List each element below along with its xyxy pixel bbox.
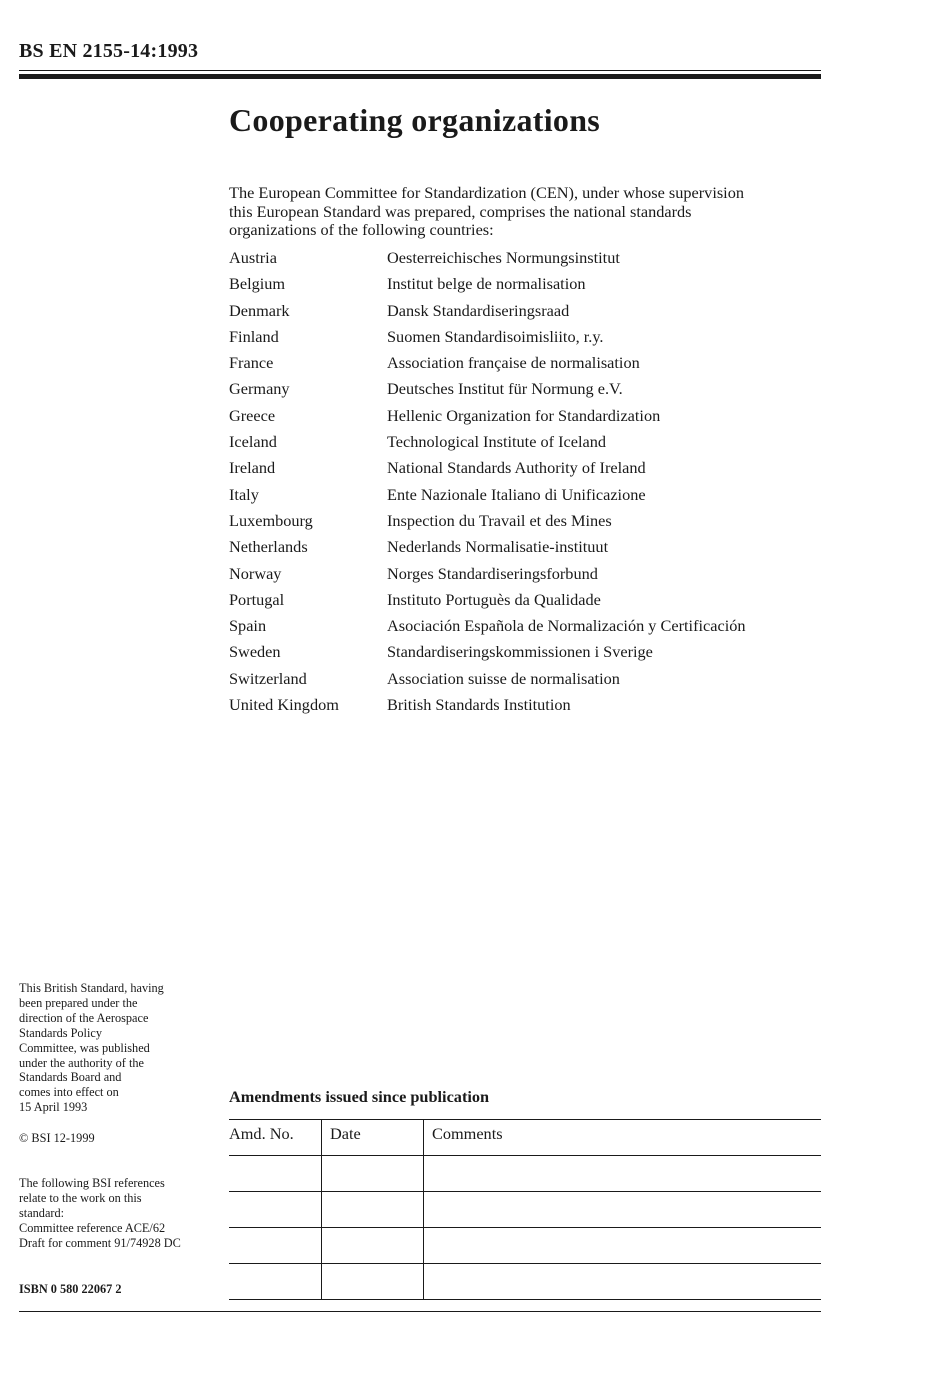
country-name: Switzerland — [229, 668, 307, 688]
organization-name: Standardiseringskommissionen i Sverige — [387, 642, 653, 662]
country-row — [229, 353, 829, 379]
country-name: Finland — [229, 326, 279, 346]
country-name: Belgium — [229, 274, 286, 294]
organization-name: Technological Institute of Iceland — [387, 432, 607, 452]
bsi-references — [19, 1176, 219, 1251]
country-row — [229, 695, 829, 721]
country-name: Netherlands — [229, 537, 308, 557]
publication-note-line: comes into effect on — [19, 1085, 119, 1100]
country-name: Luxembourg — [229, 510, 313, 530]
intro-paragraph — [229, 184, 829, 240]
country-row — [229, 669, 829, 695]
country-row — [229, 432, 829, 458]
column-header-amd-no: Amd. No. — [229, 1120, 322, 1156]
comments-cell — [424, 1156, 822, 1192]
country-row — [229, 564, 829, 590]
publication-note-line: This British Standard, having — [19, 981, 164, 995]
country-row — [229, 406, 829, 432]
organization-name: Inspection du Travail et des Mines — [387, 510, 612, 530]
table-row — [229, 1228, 821, 1264]
table-row — [229, 1264, 821, 1300]
country-name: France — [229, 353, 274, 373]
organization-name: Suomen Standardisoimisliito, r.y. — [387, 326, 604, 346]
publication-note-line: been prepared under the — [19, 995, 138, 1010]
publication-note-line: 15 April 1993 — [19, 1100, 88, 1115]
reference-line: standard: — [19, 1205, 65, 1220]
organization-name: Deutsches Institut für Normung e.V. — [387, 379, 623, 399]
amd-no-cell — [229, 1156, 322, 1192]
country-row — [229, 274, 829, 300]
country-name: United Kingdom — [229, 695, 339, 715]
country-name: Sweden — [229, 642, 281, 662]
amd-no-cell — [229, 1228, 322, 1264]
organization-name: Norges Standardiseringsforbund — [387, 563, 598, 583]
organization-name: Oesterreichisches Normungsinstitut — [387, 248, 620, 267]
country-name: Iceland — [229, 432, 277, 452]
date-cell — [322, 1228, 424, 1264]
organization-name: Hellenic Organization for Standardization — [387, 405, 661, 425]
reference-line: The following BSI references — [19, 1176, 165, 1190]
amendments-title: Amendments issued since publication — [229, 1087, 490, 1106]
date-cell — [322, 1156, 424, 1192]
intro-line: organizations of the following countries: — [229, 220, 494, 239]
isbn: ISBN 0 580 22067 2 — [19, 1282, 122, 1296]
publication-note-line: Standards Board and — [19, 1070, 122, 1085]
amendments-body — [229, 1156, 821, 1300]
publication-note-line: Standards Policy — [19, 1025, 102, 1040]
organization-name: British Standards Institution — [387, 695, 571, 715]
comments-cell — [424, 1192, 822, 1228]
intro-line: this European Standard was prepared, comprises the national standards — [229, 201, 692, 221]
country-row — [229, 458, 829, 484]
table-row — [229, 1156, 821, 1192]
organization-name: Instituto Portuguès da Qualidade — [387, 589, 601, 609]
country-name: Italy — [229, 484, 259, 504]
organization-name: Association française de normalisation — [387, 353, 640, 373]
organization-name: Asociación Española de Normalización y Certificación — [387, 616, 746, 636]
header-rule-thick — [19, 74, 821, 79]
organization-name: Institut belge de normalisation — [387, 274, 586, 294]
organization-name: National Standards Authority of Ireland — [387, 458, 646, 478]
amd-no-cell — [229, 1264, 322, 1300]
country-row — [229, 642, 829, 668]
country-row — [229, 590, 829, 616]
country-name: Greece — [229, 405, 276, 425]
document-id: BS EN 2155-14:1993 — [19, 40, 199, 62]
publication-note-line: Committee, was published — [19, 1040, 150, 1055]
amendments-table — [229, 1119, 821, 1300]
country-row — [229, 511, 829, 537]
comments-cell — [424, 1228, 822, 1264]
country-name: Spain — [229, 616, 267, 636]
reference-line: Committee reference ACE/62 — [19, 1220, 166, 1235]
publication-note-line: under the authority of the — [19, 1055, 144, 1070]
date-cell — [322, 1192, 424, 1228]
publication-note-line: direction of the Aerospace — [19, 1010, 149, 1025]
organization-name: Nederlands Normalisatie-instituut — [387, 537, 609, 557]
country-name: Austria — [229, 248, 277, 267]
country-row — [229, 485, 829, 511]
column-header-date: Date — [322, 1120, 424, 1156]
country-name: Norway — [229, 563, 282, 583]
country-row — [229, 248, 829, 274]
page-title: Cooperating organizations — [229, 102, 601, 138]
country-name: Denmark — [229, 300, 290, 320]
amd-no-cell — [229, 1192, 322, 1228]
organization-name: Association suisse de normalisation — [387, 668, 620, 688]
country-row — [229, 301, 829, 327]
column-header-comments: Comments — [424, 1120, 822, 1156]
date-cell — [322, 1264, 424, 1300]
organization-name: Ente Nazionale Italiano di Unificazione — [387, 484, 646, 504]
country-row — [229, 616, 829, 642]
organization-name: Dansk Standardiseringsraad — [387, 300, 570, 320]
country-organization-list — [229, 248, 829, 721]
country-name: Portugal — [229, 589, 285, 609]
header-rule-thin — [19, 70, 821, 71]
intro-line: The European Committee for Standardization (CEN), under whose supervision — [229, 183, 744, 202]
footer-rule — [19, 1311, 821, 1312]
country-name: Ireland — [229, 458, 276, 478]
reference-line: relate to the work on this — [19, 1190, 142, 1205]
country-row — [229, 379, 829, 405]
country-name: Germany — [229, 379, 290, 399]
amendments-header-row — [229, 1120, 821, 1156]
copyright-notice: © BSI 12-1999 — [19, 1131, 95, 1145]
publication-note — [19, 981, 219, 1115]
table-row — [229, 1192, 821, 1228]
country-row — [229, 537, 829, 563]
country-row — [229, 327, 829, 353]
comments-cell — [424, 1264, 822, 1300]
reference-line: Draft for comment 91/74928 DC — [19, 1235, 181, 1250]
